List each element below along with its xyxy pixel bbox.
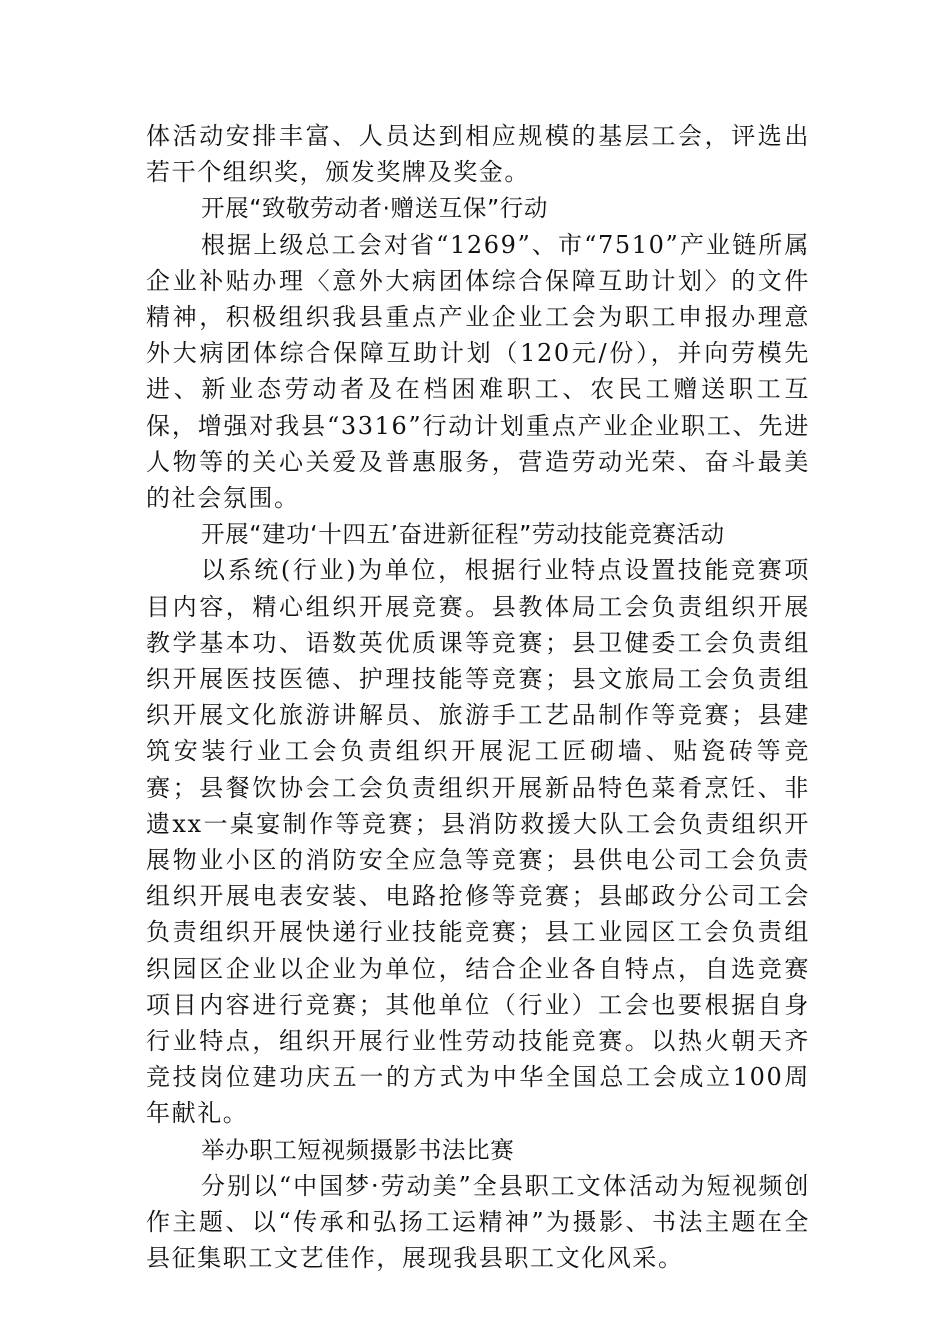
paragraph-continued: 体活动安排丰富、人员达到相应规模的基层工会，评选出若干个组织奖，颁发奖牌及奖金。	[146, 122, 810, 187]
paragraph-video-photo-calligraphy: 分别以“中国梦·劳动美”全县职工文体活动为短视频创作主题、以“传承和弘扬工运精神”为摄影、书法主题在全县征集职工文艺佳作，展现我县职工文化风采。	[146, 1171, 810, 1273]
document-body	[146, 118, 810, 1277]
paragraph-insurance-plan: 根据上级总工会对省“1269”、市“7510”产业链所属企业补贴办理〈意外大病团体综合保障互助计划〉的文件精神，积极组织我县重点产业企业工会为职工申报办理意外大病团体综合保障互助计划（120元/份），并向劳模先进、新业态劳动者及在档困难职工、农民工赠送职工互保，增强对我县“3316”行动计划重点产业企业职工、先进人物等的关心关爱及普惠服务，营造劳动光荣、奋斗最美的社会氛围。	[146, 230, 810, 513]
section-heading-video-photo-calligraphy: 举办职工短视频摄影书法比赛	[201, 1135, 515, 1164]
section-heading-skills-competition: 开展“建功‘十四五’奋进新征程”劳动技能竞赛活动	[201, 520, 725, 549]
paragraph-skills-competition: 以系统(行业)为单位，根据行业特点设置技能竞赛项目内容，精心组织开展竞赛。县教体局工会负责组织开展教学基本功、语数英优质课等竞赛；县卫健委工会负责组织开展医技医德、护理技能等竞赛；县文旅局工会负责组织开展文化旅游讲解员、旅游手工艺品制作等竞赛；县建筑安装行业工会负责组织开展泥工匠砌墙、贴瓷砖等竞赛；县餐饮协会工会负责组织开展新品特色菜肴烹饪、非遗xx一桌宴制作等竞赛；县消防救援大队工会负责组织开展物业小区的消防安全应急等竞赛；县供电公司工会负责组织开展电表安装、电路抢修等竞赛；县邮政分公司工会负责组织开展快递行业技能竞赛；县工业园区工会负责组织园区企业以企业为单位，结合企业各自特点，自选竞赛项目内容进行竞赛；其他单位（行业）工会也要根据自身行业特点，组织开展行业性劳动技能竞赛。以热火朝天齐竞技岗位建功庆五一的方式为中华全国总工会成立100周年献礼。	[146, 556, 810, 1128]
section-heading-gift-insurance: 开展“致敬劳动者·赠送互保”行动	[201, 194, 548, 223]
